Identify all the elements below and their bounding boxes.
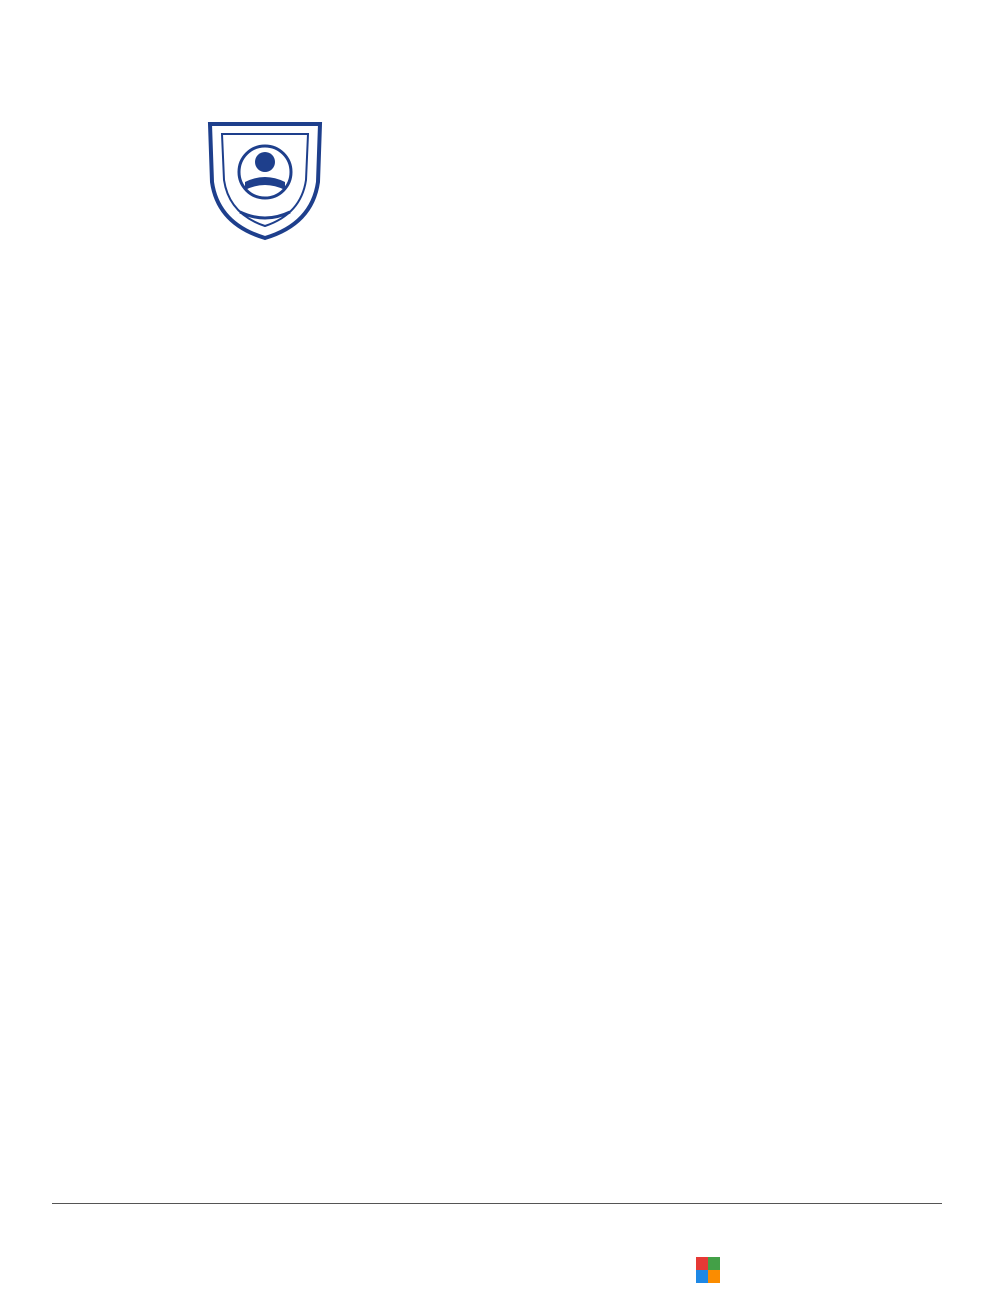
question-item	[97, 495, 130, 518]
badge-letter	[696, 1270, 708, 1283]
question-item	[97, 559, 141, 582]
question-item	[97, 965, 130, 988]
school-logo	[200, 112, 800, 244]
question-item	[97, 710, 130, 733]
liveworksheets-brand[interactable]	[696, 1255, 723, 1285]
border-left	[44, 58, 58, 1232]
question-item	[97, 901, 130, 924]
badge-letter	[696, 1257, 708, 1270]
question-item	[97, 838, 130, 861]
border-bottom	[40, 1232, 960, 1252]
school-crest-icon	[210, 124, 320, 238]
liveworksheets-logo-icon	[696, 1257, 720, 1283]
question-item	[97, 432, 130, 455]
question-item	[97, 774, 130, 797]
badge-letter	[708, 1257, 720, 1270]
footer-divider	[52, 1203, 942, 1204]
badge-letter	[708, 1270, 720, 1283]
border-right	[942, 58, 956, 1232]
question-item	[97, 647, 130, 670]
border-top	[40, 38, 960, 58]
